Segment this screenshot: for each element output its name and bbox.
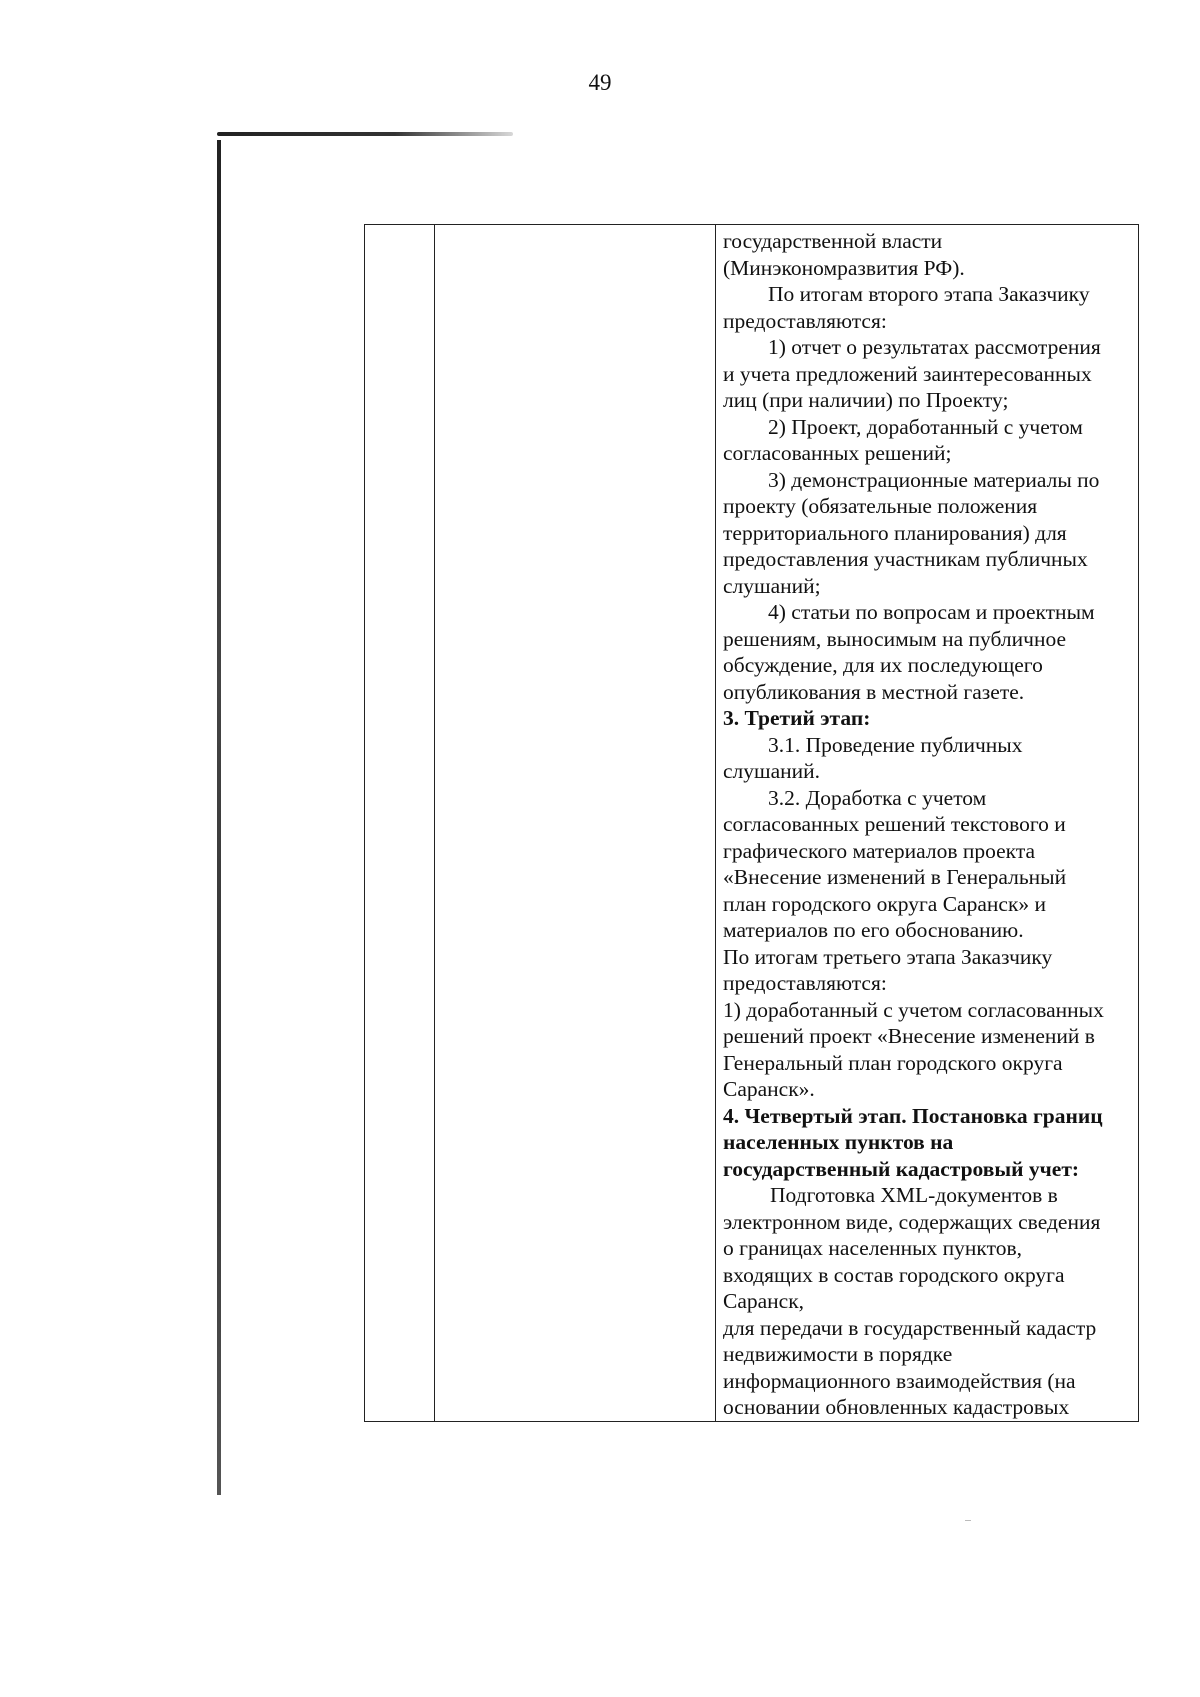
table-cell-content (716, 225, 1139, 1422)
text-line: решениям, выносимым на публичное (723, 626, 1067, 651)
table-row (365, 225, 1139, 1422)
content-text (723, 228, 1134, 1421)
text-line: слушаний. (723, 759, 821, 783)
text-line: согласованных решений; (723, 441, 952, 465)
text-line: Генеральный план городского округа (723, 1050, 1063, 1075)
table-cell-name (435, 225, 716, 1422)
text-line: и учета предложений заинтересованных (723, 361, 1092, 386)
text-line: основании обновленных кадастровых (723, 1395, 1070, 1419)
text-line: 3) демонстрационные материалы по (768, 467, 1100, 492)
text-line: обсуждение, для их последующего (723, 653, 1043, 677)
text-line: информационного взаимодействия (на (723, 1368, 1076, 1393)
text-line: 3.1. Проведение публичных (768, 732, 1023, 757)
table-cell-number (365, 225, 435, 1422)
text-line: план городского округа Саранск» и (723, 891, 1047, 916)
document-table (364, 224, 1139, 1422)
text-line: слушаний; (723, 573, 821, 598)
text-line: Саранск, (723, 1289, 805, 1313)
text-line: государственной власти (723, 229, 943, 253)
text-line: проекту (обязательные положения (723, 494, 1038, 518)
scan-binding-mark-left (217, 140, 221, 1495)
text-line: Подготовка XML-документов в (770, 1183, 1058, 1207)
text-line: решений проект «Внесение изменений в (723, 1024, 1095, 1048)
text-line: предоставляются: (723, 308, 887, 333)
text-line: лиц (при наличии) по Проекту; (723, 388, 1009, 412)
text-line: По итогам третьего этапа Заказчику (723, 944, 1053, 969)
text-line: По итогам второго этапа Заказчику (768, 282, 1090, 306)
text-line: 3.2. Доработка с учетом (768, 785, 987, 810)
scan-binding-mark-top (217, 132, 513, 136)
text-line: предоставляются: (723, 971, 887, 995)
page-number: 49 (588, 70, 612, 95)
text-line: электронном виде, содержащих сведения (723, 1209, 1101, 1234)
text-line: 3. Третий этап: (723, 706, 871, 730)
text-line: предоставления участникам публичных (723, 547, 1088, 571)
scan-speck (965, 1520, 971, 1521)
text-line: графического материалов проекта (723, 838, 1036, 863)
text-line: материалов по его обоснованию. (723, 918, 1024, 942)
text-line: государственный кадастровый учет: (723, 1156, 1080, 1181)
text-line: 4) статьи по вопросам и проектным (768, 600, 1095, 624)
text-line: Саранск». (723, 1077, 815, 1101)
text-line: согласованных решений текстового и (723, 812, 1066, 836)
text-line: 2) Проект, доработанный с учетом (768, 414, 1083, 439)
text-line: «Внесение изменений в Генеральный (723, 865, 1067, 889)
text-line: 1) доработанный с учетом согласованных (723, 997, 1104, 1022)
text-line: территориального планирования) для (723, 520, 1067, 545)
text-line: 4. Четвертый этап. Постановка границ (723, 1103, 1103, 1128)
text-line: входящих в состав городского округа (723, 1262, 1065, 1287)
text-line: недвижимости в порядке (723, 1342, 953, 1366)
text-line: о границах населенных пунктов, (723, 1236, 1022, 1260)
text-line: опубликования в местной газете. (723, 679, 1025, 704)
text-line: населенных пунктов на (723, 1130, 954, 1154)
text-line: для передачи в государственный кадастр (723, 1315, 1097, 1340)
text-line: 1) отчет о результатах рассмотрения (768, 335, 1101, 359)
text-line: (Минэкономразвития РФ). (723, 255, 965, 280)
